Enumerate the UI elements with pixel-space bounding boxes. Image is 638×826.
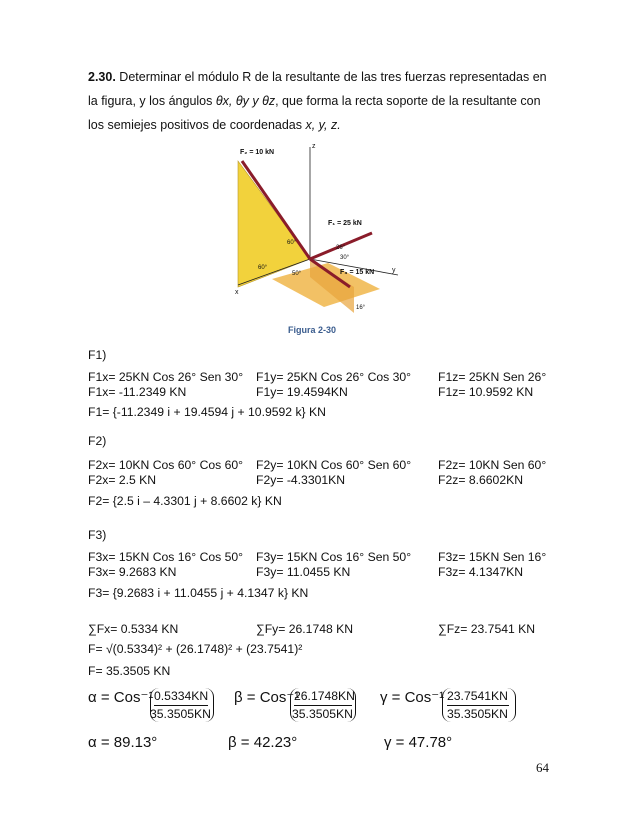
f2-label: F₂ = 10 kN <box>240 149 275 156</box>
f1-x-formula: F1x= 25KN Cos 26° Sen 30° <box>88 370 244 384</box>
force-diagram-figure <box>232 137 406 345</box>
angle-60b: 60° <box>258 265 268 271</box>
alpha-fraction-line <box>154 705 208 706</box>
f2-z-value: F2z= 8.6602KN <box>438 473 524 487</box>
beta-numerator: 26.1748KN <box>294 689 355 703</box>
f3-z-value: F3z= 4.1347KN <box>438 565 524 579</box>
problem-line-3a: los semiejes positivos de coordenadas <box>88 118 306 132</box>
beta-label: β = Cos⁻¹ <box>234 689 300 706</box>
figure-caption: Figura 2-30 <box>288 325 337 335</box>
f1-z-formula: F1z= 25KN Sen 26° <box>438 370 547 384</box>
problem-line-1: Determinar el módulo R de la resultante de las tres fuerzas representadas en <box>115 70 547 84</box>
f3-vector: F3= {9.2683 i + 11.0455 j + 4.1347 k} KN <box>88 586 309 600</box>
gamma-fraction-line <box>447 705 509 706</box>
angle-50: 50° <box>292 271 302 277</box>
alpha-denominator: 35.3505KN <box>150 707 211 721</box>
f3-x-value: F3x= 9.2683 KN <box>88 565 177 579</box>
f2-y-formula: F2y= 10KN Cos 60° Sen 60° <box>256 458 412 472</box>
gamma-denominator: 35.3505KN <box>447 707 508 721</box>
z-axis-label: z <box>312 143 316 150</box>
f3-heading: F3) <box>88 528 107 542</box>
f1-x-value: F1x= -11.2349 KN <box>88 385 187 399</box>
f2-heading: F2) <box>88 434 107 448</box>
angle-30: 30° <box>340 255 350 261</box>
y-axis-label: y <box>392 267 396 274</box>
f3-y-formula: F3y= 15KN Cos 16° Sen 50° <box>256 550 412 564</box>
f3-z-formula: F3z= 15KN Sen 16° <box>438 550 547 564</box>
gamma-label: γ = Cos⁻¹ <box>380 689 445 706</box>
f2-x-formula: F2x= 10KN Cos 60° Cos 60° <box>88 458 244 472</box>
problem-line-2b: , que forma la recta soporte de la resultante con <box>275 94 541 108</box>
f3-x-formula: F3x= 15KN Cos 16° Cos 50° <box>88 550 244 564</box>
f2-z-formula: F2z= 10KN Sen 60° <box>438 458 547 472</box>
problem-number: 2.30. <box>88 70 116 84</box>
problem-angles: θx, θy y θz <box>215 94 276 108</box>
magnitude-value: F= 35.3505 KN <box>88 664 171 678</box>
gamma-result: γ = 47.78° <box>384 734 453 751</box>
x-axis-label: x <box>235 289 239 296</box>
f3-y-value: F3y= 11.0455 KN <box>256 565 351 579</box>
sum-fy: ∑Fy= 26.1748 KN <box>256 622 354 636</box>
beta-denominator: 35.3505KN <box>292 707 353 721</box>
f1-vector: F1= {-11.2349 i + 19.4594 j + 10.9592 k} KN <box>88 405 326 419</box>
angle-60a: 60° <box>287 240 297 246</box>
sum-fx: ∑Fx= 0.5334 KN <box>88 622 179 636</box>
sum-fz: ∑Fz= 23.7541 KN <box>438 622 536 636</box>
beta-fraction-line <box>294 705 352 706</box>
problem-line-2a: la figura, y los ángulos <box>88 94 216 108</box>
problem-axes: x, y, z. <box>305 118 341 132</box>
alpha-label: α = Cos⁻¹ <box>88 689 154 706</box>
problem-statement <box>88 65 554 137</box>
f1-label: F₁ = 25 kN <box>328 220 362 227</box>
f1-z-value: F1z= 10.9592 KN <box>438 385 534 399</box>
f1-y-formula: F1y= 25KN Cos 26° Cos 30° <box>256 370 412 384</box>
magnitude-formula: F= √(0.5334)² + (26.1748)² + (23.7541)² <box>88 642 303 656</box>
f1-heading: F1) <box>88 348 107 362</box>
angle-16: 16° <box>356 305 366 311</box>
alpha-result: α = 89.13° <box>88 734 158 751</box>
f3-label: F₃ = 15 kN <box>340 269 375 276</box>
f1-y-value: F1y= 19.4594KN <box>256 385 348 399</box>
f2-vector: F2= {2.5 i – 4.3301 j + 8.6602 k} KN <box>88 494 282 508</box>
angle-26: 26° <box>336 245 346 251</box>
alpha-numerator: 0.5334KN <box>154 689 209 703</box>
gamma-numerator: 23.7541KN <box>447 689 508 703</box>
beta-result: β = 42.23° <box>228 734 298 751</box>
f2-x-value: F2x= 2.5 KN <box>88 473 157 487</box>
page-number: 64 <box>536 760 549 775</box>
f2-y-value: F2y= -4.3301KN <box>256 473 346 487</box>
